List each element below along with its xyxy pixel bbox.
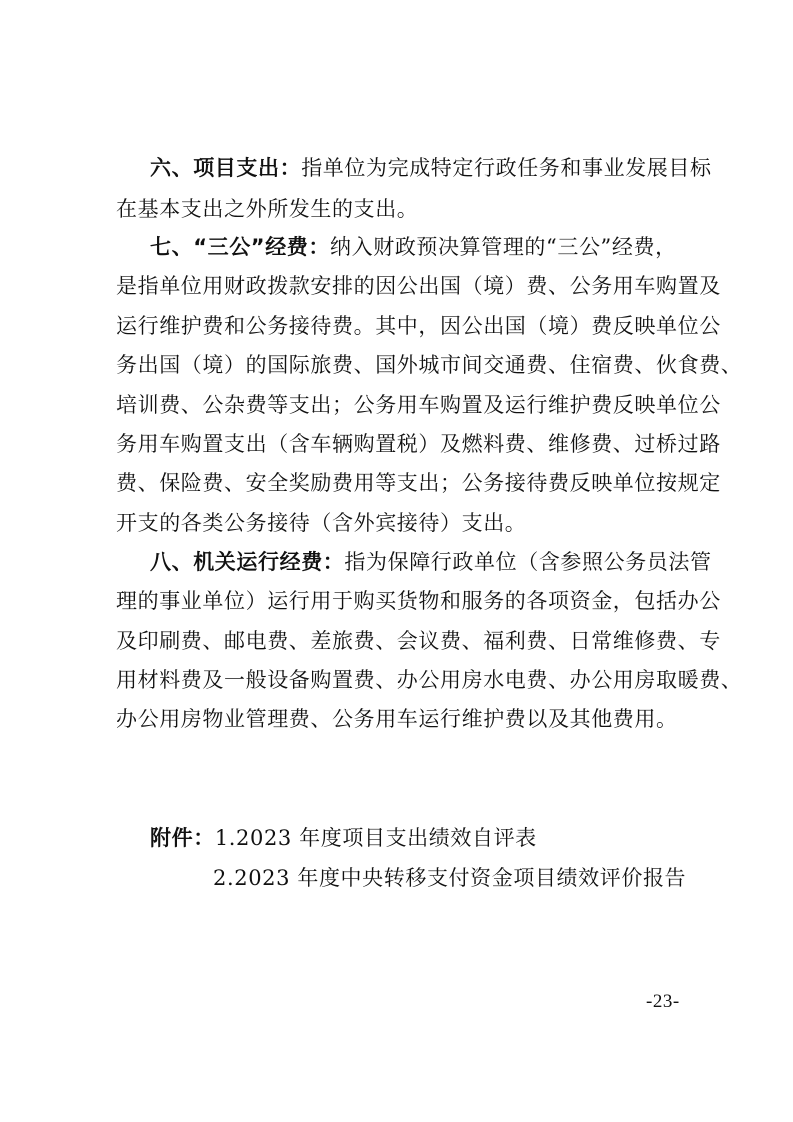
attachment-item-2: 2.2023 年度中央转移支付资金项目绩效评价报告 xyxy=(213,866,687,890)
section7-line2: 是指单位用财政拨款安排的因公出国（境）费、公务用车购置及 xyxy=(116,274,721,298)
section6-line1 xyxy=(150,153,730,183)
section6-heading: 六、项目支出： xyxy=(150,156,302,180)
section6-line2: 在基本支出之外所发生的支出。 xyxy=(116,197,419,221)
section7-line3: 运行维护费和公务接待费。其中，因公出国（境）费反映单位公 xyxy=(116,314,721,338)
attachment-item-1: 1.2023 年度项目支出绩效自评表 xyxy=(214,826,537,850)
attachment-line1 xyxy=(150,823,730,853)
section8-text-1: 指为保障行政单位（含参照公务员法管 xyxy=(344,550,712,574)
section7-line4: 务出国（境）的国际旅费、国外城市间交通费、住宿费、伙食费、 xyxy=(116,353,743,377)
section8-heading: 八、机关运行经费： xyxy=(150,550,345,574)
section7-line6: 务用车购置支出（含车辆购置税）及燃料费、维修费、过桥过路 xyxy=(116,432,721,456)
section8-line5: 办公用房物业管理费、公务用车运行维护费以及其他费用。 xyxy=(116,707,678,731)
page-number: -23- xyxy=(646,991,680,1012)
section7-line7: 费、保险费、安全奖励费用等支出；公务接待费反映单位按规定 xyxy=(116,471,721,495)
section7-line1 xyxy=(150,232,730,262)
section8-line2: 理的事业单位）运行用于购买货物和服务的各项资金，包括办公 xyxy=(116,589,721,613)
section8-line3: 及印刷费、邮电费、差旅费、会议费、福利费、日常维修费、专 xyxy=(116,629,721,653)
section7-line5: 培训费、公杂费等支出；公务用车购置及运行维护费反映单位公 xyxy=(116,393,721,417)
section8-line1 xyxy=(150,547,730,577)
attachment-label: 附件： xyxy=(150,826,215,850)
section8-line4: 用材料费及一般设备购置费、办公用房水电费、办公用房取暖费、 xyxy=(116,668,743,692)
section7-text-1: 纳入财政预决算管理的“三公”经费， xyxy=(330,235,677,259)
section6-text-1: 指单位为完成特定行政任务和事业发展目标 xyxy=(301,156,712,180)
section7-heading: 七、“三公”经费： xyxy=(150,235,331,259)
section7-line8: 开支的各类公务接待（含外宾接待）支出。 xyxy=(116,511,527,535)
